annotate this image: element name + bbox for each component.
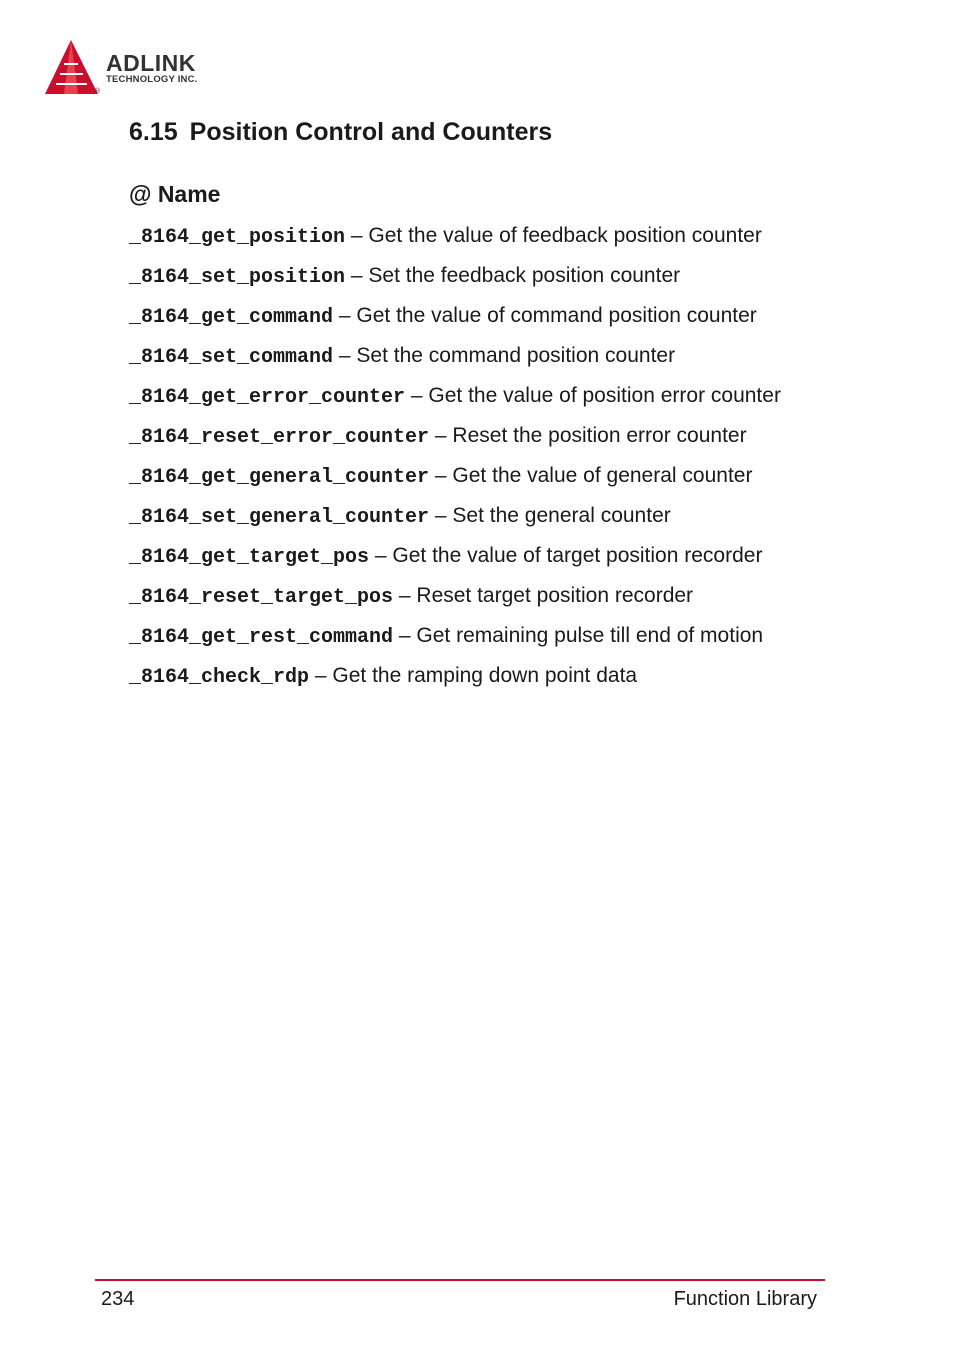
function-entry (129, 583, 791, 611)
section-title-text: Position Control and Counters (189, 118, 553, 146)
separator: – (405, 384, 429, 407)
function-entry (129, 543, 791, 571)
function-name: _8164_check_rdp (129, 666, 310, 689)
function-name: _8164_reset_target_pos (129, 586, 394, 609)
function-description: Get the value of position error counter (428, 384, 781, 407)
triangle-logo-icon (42, 38, 102, 100)
function-description: Get the value of feedback position counter (368, 224, 762, 247)
section-number: 6.15 (129, 118, 178, 146)
separator: – (369, 544, 393, 567)
function-description: Get the value of target position recorder (392, 544, 763, 567)
function-description: Set the feedback position counter (368, 264, 681, 287)
function-name: _8164_get_command (129, 306, 334, 329)
function-description: Get the ramping down point data (332, 664, 638, 687)
function-description: Get the value of general counter (452, 464, 753, 487)
registered-mark: ® (95, 88, 101, 95)
section-title (129, 118, 552, 147)
function-description: Set the command position counter (356, 344, 676, 367)
footer-divider (95, 1279, 825, 1281)
function-name: _8164_get_target_pos (129, 546, 370, 569)
separator: – (333, 344, 357, 367)
separator: – (333, 304, 357, 327)
separator: – (345, 224, 369, 247)
separator: – (429, 424, 453, 447)
separator: – (393, 624, 417, 647)
function-entry (129, 623, 791, 651)
function-entry (129, 663, 791, 691)
function-description: Reset the position error counter (452, 424, 747, 447)
function-name: _8164_set_command (129, 346, 334, 369)
function-entry (129, 423, 791, 451)
logo-tagline: TECHNOLOGY INC. (106, 74, 198, 85)
function-name: _8164_get_general_counter (129, 466, 430, 489)
logo-brand-text: ADLINK (106, 50, 196, 76)
function-entry (129, 383, 791, 411)
function-name: _8164_set_general_counter (129, 506, 430, 529)
separator: – (429, 504, 453, 527)
separator: – (345, 264, 369, 287)
function-entry (129, 223, 791, 251)
function-name: _8164_get_position (129, 226, 346, 249)
function-description: Reset target position recorder (416, 584, 694, 607)
page-number: 234 (101, 1288, 135, 1310)
separator: – (309, 664, 333, 687)
function-description: Get remaining pulse till end of motion (416, 624, 764, 647)
function-name: _8164_set_position (129, 266, 346, 289)
function-description: Get the value of command position counter (356, 304, 757, 327)
function-name: _8164_get_error_counter (129, 386, 406, 409)
function-entry (129, 343, 791, 371)
function-entry (129, 503, 791, 531)
function-name: _8164_reset_error_counter (129, 426, 430, 449)
function-name: _8164_get_rest_command (129, 626, 394, 649)
footer-chapter-title: Function Library (673, 1288, 817, 1310)
function-list (129, 223, 791, 703)
company-logo (42, 38, 242, 100)
function-description: Set the general counter (452, 504, 671, 527)
separator: – (429, 464, 453, 487)
function-entry (129, 463, 791, 491)
function-entry (129, 303, 791, 331)
separator: – (393, 584, 417, 607)
subheading-name: @ Name (129, 181, 221, 207)
function-entry (129, 263, 791, 291)
